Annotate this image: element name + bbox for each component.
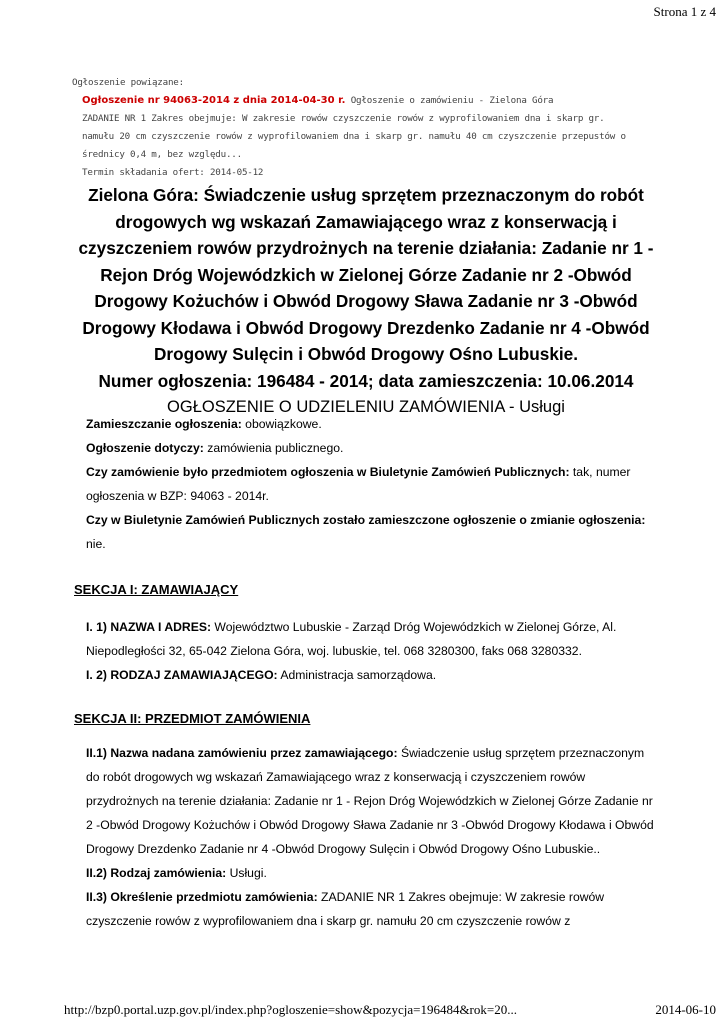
info-value: zamówienia publicznego.: [203, 441, 344, 455]
info-row: [86, 615, 656, 663]
info-row: [86, 741, 656, 861]
related-notice: [72, 74, 672, 182]
info-label: Ogłoszenie dotyczy:: [86, 441, 204, 455]
related-notice-text: namułu 20 cm czyszczenie rowów z wyprofilowaniem dna i skarp gr. namułu 40 cm czyszczenie przepustów o: [82, 131, 626, 142]
footer-url: http://bzp0.portal.uzp.gov.pl/index.php?ogloszenie=show&pozycja=196484&rok=20...: [64, 1002, 517, 1017]
notice-content: [74, 412, 656, 933]
notice-title: Zielona Góra: Świadczenie usług sprzętem przeznaczonym do robót drogowych wg wskazań Zamawiającego wraz z konserwacją i czyszczeniem rowów przydrożnych na terenie działania: Zadanie nr 1 - Rejon Dróg Wojewódzkich w Zielonej Górze Zadanie nr 2 -Obwód Drogowy Kożuchów i Obwód Drogowy Sława Zadanie nr 3 -Obwód Drogowy Kłodawa i Obwód Drogowy Drezdenko Zadanie nr 4 -Obwód Drogowy Sulęcin i Obwód Drogowy Ośno Lubuskie.: [78, 185, 654, 364]
info-row: [86, 412, 656, 436]
info-row: [86, 508, 656, 556]
related-notice-text: Ogłoszenie o zamówieniu - Zielona Góra: [345, 95, 554, 106]
info-value: Województwo Lubuskie - Zarząd Dróg Wojewódzkich w Zielonej Górze, Al. Niepodległości 32, 65-042 Zielona Góra, woj. lubuskie, tel. 068 3280300, faks 068 3280332.: [86, 620, 617, 658]
info-row: [86, 460, 656, 508]
info-value: tak, numer ogłoszenia w BZP: 94063 - 2014r.: [86, 465, 631, 503]
info-label: Zamieszczanie ogłoszenia:: [86, 417, 242, 431]
info-value: Administracja samorządowa.: [277, 668, 437, 682]
info-label: Czy zamówienie było przedmiotem ogłoszenia w Biuletynie Zamówień Publicznych:: [86, 465, 570, 479]
info-label: I. 1) NAZWA I ADRES:: [86, 620, 212, 634]
info-value: ZADANIE NR 1 Zakres obejmuje: W zakresie rowów czyszczenie rowów z wyprofilowaniem dna i skarp gr. namułu 20 cm czyszczenie rowów z: [86, 890, 605, 928]
info-label: I. 2) RODZAJ ZAMAWIAJĄCEGO:: [86, 668, 278, 682]
info-row: [86, 436, 656, 460]
info-label: II.2) Rodzaj zamówienia:: [86, 866, 227, 880]
related-notice-label: Ogłoszenie powiązane:: [72, 77, 184, 88]
related-notice-deadline: Termin składania ofert: 2014-05-12: [82, 167, 264, 178]
section-heading: SEKCJA I: ZAMAWIAJĄCY: [74, 582, 239, 597]
related-notice-text: ZADANIE NR 1 Zakres obejmuje: W zakresie rowów czyszczenie rowów z wyprofilowaniem dna i skarp gr.: [82, 113, 605, 124]
notice-title-block: [72, 182, 660, 421]
page-number: Strona 1 z 4: [653, 4, 716, 19]
info-value: Świadczenie usług sprzętem przeznaczonym do robót drogowych wg wskazań Zamawiającego wraz z konserwacją i czyszczeniem rowów przydrożnych na terenie działania: Zadanie nr 1 - Rejon Dróg Wojewódzkich w Zielonej Górze Zadanie nr 2 -Obwód Drogowy Kożuchów i Obwód Drogowy Sława Zadanie nr 3 -Obwód Drogowy Kłodawa i Obwód Drogowy Drezdenko Zadanie nr 4 -Obwód Drogowy Sulęcin i Obwód Drogowy Ośno Lubuskie..: [86, 746, 654, 856]
info-label: II.3) Określenie przedmiotu zamówienia:: [86, 890, 318, 904]
section-heading: SEKCJA II: PRZEDMIOT ZAMÓWIENIA: [74, 711, 311, 726]
info-value: obowiązkowe.: [241, 417, 322, 431]
related-notice-text: średnicy 0,4 m, bez względu...: [82, 149, 242, 160]
related-notice-link[interactable]: Ogłoszenie nr 94063-2014 z dnia 2014-04-30 r.: [82, 95, 346, 106]
info-label: II.1) Nazwa nadana zamówieniu przez zamawiającego:: [86, 746, 398, 760]
info-value: Usługi.: [226, 866, 267, 880]
notice-type-label: OGŁOSZENIE O UDZIELENIU ZAMÓWIENIA: [167, 398, 505, 416]
footer-date: 2014-06-10: [655, 1002, 716, 1017]
info-row: [86, 885, 656, 933]
info-label: Czy w Biuletynie Zamówień Publicznych zostało zamieszczone ogłoszenie o zmianie ogłoszenia:: [86, 513, 646, 527]
related-notice-line: [72, 92, 672, 110]
notice-kind: - Usługi: [504, 398, 565, 416]
info-row: [86, 861, 656, 885]
info-row: [86, 663, 656, 687]
notice-number-line: Numer ogłoszenia: 196484 - 2014; data zamieszczenia: 10.06.2014: [98, 370, 634, 391]
page-footer: [64, 1002, 716, 1018]
info-value: nie.: [86, 537, 106, 551]
